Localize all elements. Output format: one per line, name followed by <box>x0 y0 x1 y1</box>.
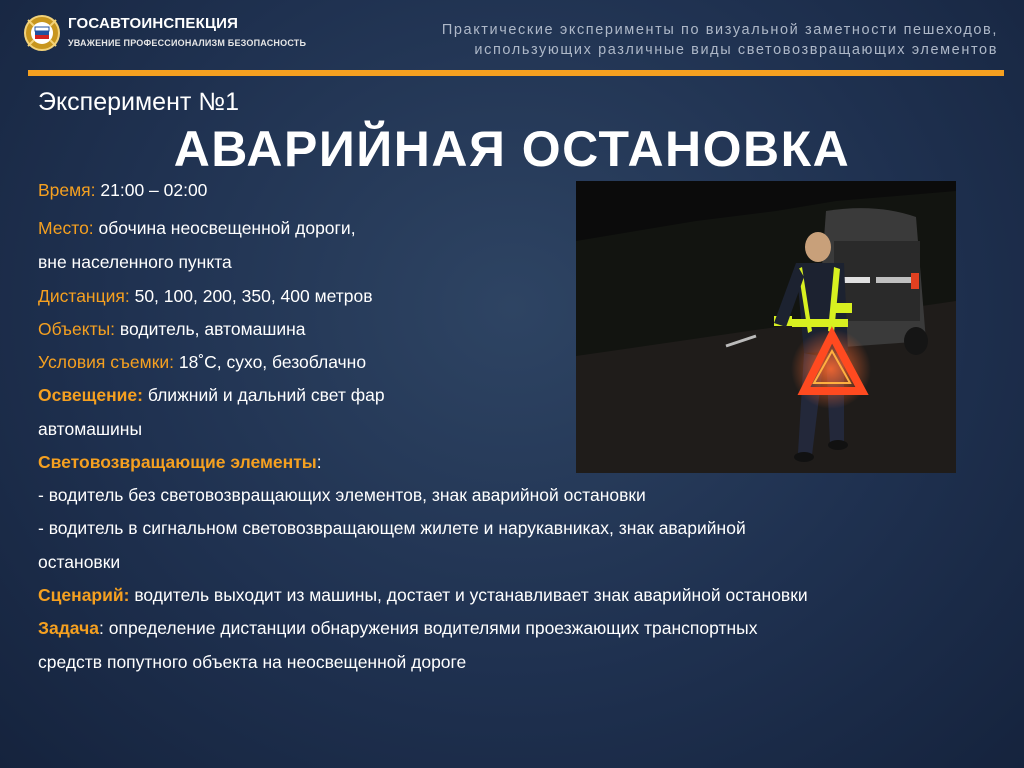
conditions-label: Условия съемки: <box>38 352 174 372</box>
experiment-number: Эксперимент №1 <box>38 88 240 116</box>
objects-value: водитель, автомашина <box>115 319 306 339</box>
traffic-police-emblem-icon <box>22 14 62 52</box>
lighting-value: ближний и дальний свет фар <box>143 385 385 405</box>
task-colon: : <box>99 618 104 638</box>
detail-place-continued: вне населенного пункта <box>38 252 232 272</box>
detail-time <box>38 180 207 201</box>
scenario-label: Сценарий: <box>38 585 130 605</box>
place-label: Место: <box>38 218 94 238</box>
presentation-title <box>318 20 998 60</box>
detail-lighting <box>38 385 385 406</box>
reflective-item-2-continued: остановки <box>38 552 121 572</box>
reflective-item-1: - водитель без световозвращающих элементов, знак аварийной остановки <box>38 485 646 505</box>
lighting-label: Освещение: <box>38 385 143 405</box>
reflective-label: Световозвращающие элементы <box>38 452 317 472</box>
time-label: Время: <box>38 180 96 200</box>
detail-task-continued: средств попутного объекта на неосвещенной дороге <box>38 652 467 672</box>
slide-header <box>0 0 1024 78</box>
detail-conditions <box>38 352 366 373</box>
detail-lighting-continued: автомашины <box>38 419 143 439</box>
presentation-title-line-1: Практические эксперименты по визуальной заметности пешеходов, <box>441 22 998 38</box>
task-value: определение дистанции обнаружения водителями проезжающих транспортных <box>103 618 758 638</box>
conditions-value: 18˚С, сухо, безоблачно <box>174 352 367 372</box>
place-value: обочина неосвещенной дороги, <box>93 218 356 238</box>
detail-place <box>38 218 356 239</box>
experiment-photo <box>576 181 956 473</box>
task-label: Задача <box>38 618 99 638</box>
detail-reflective <box>38 452 322 473</box>
detail-task <box>38 618 758 639</box>
objects-label: Объекты: <box>38 319 116 339</box>
reflective-item-2: - водитель в сигнальном световозвращающем жилете и нарукавниках, знак аварийной <box>38 518 746 538</box>
distance-label: Дистанция: <box>38 286 130 306</box>
reflective-colon: : <box>316 452 322 472</box>
distance-value: 50, 100, 200, 350, 400 метров <box>129 286 373 306</box>
presentation-title-line-2: использующих различные виды световозвращающих элементов <box>474 42 998 58</box>
org-motto: УВАЖЕНИЕ ПРОФЕССИОНАЛИЗМ БЕЗОПАСНОСТЬ <box>68 38 307 48</box>
slide-title: АВАРИЙНАЯ ОСТАНОВКА <box>173 121 851 177</box>
scenario-value: водитель выходит из машины, достает и устанавливает знак аварийной остановки <box>129 585 808 605</box>
header-divider <box>28 70 1004 76</box>
org-name: ГОСАВТОИНСПЕКЦИЯ <box>68 15 239 32</box>
detail-scenario <box>38 585 808 606</box>
detail-objects <box>38 319 306 340</box>
time-value: 21:00 – 02:00 <box>95 180 208 200</box>
detail-distance <box>38 286 373 307</box>
